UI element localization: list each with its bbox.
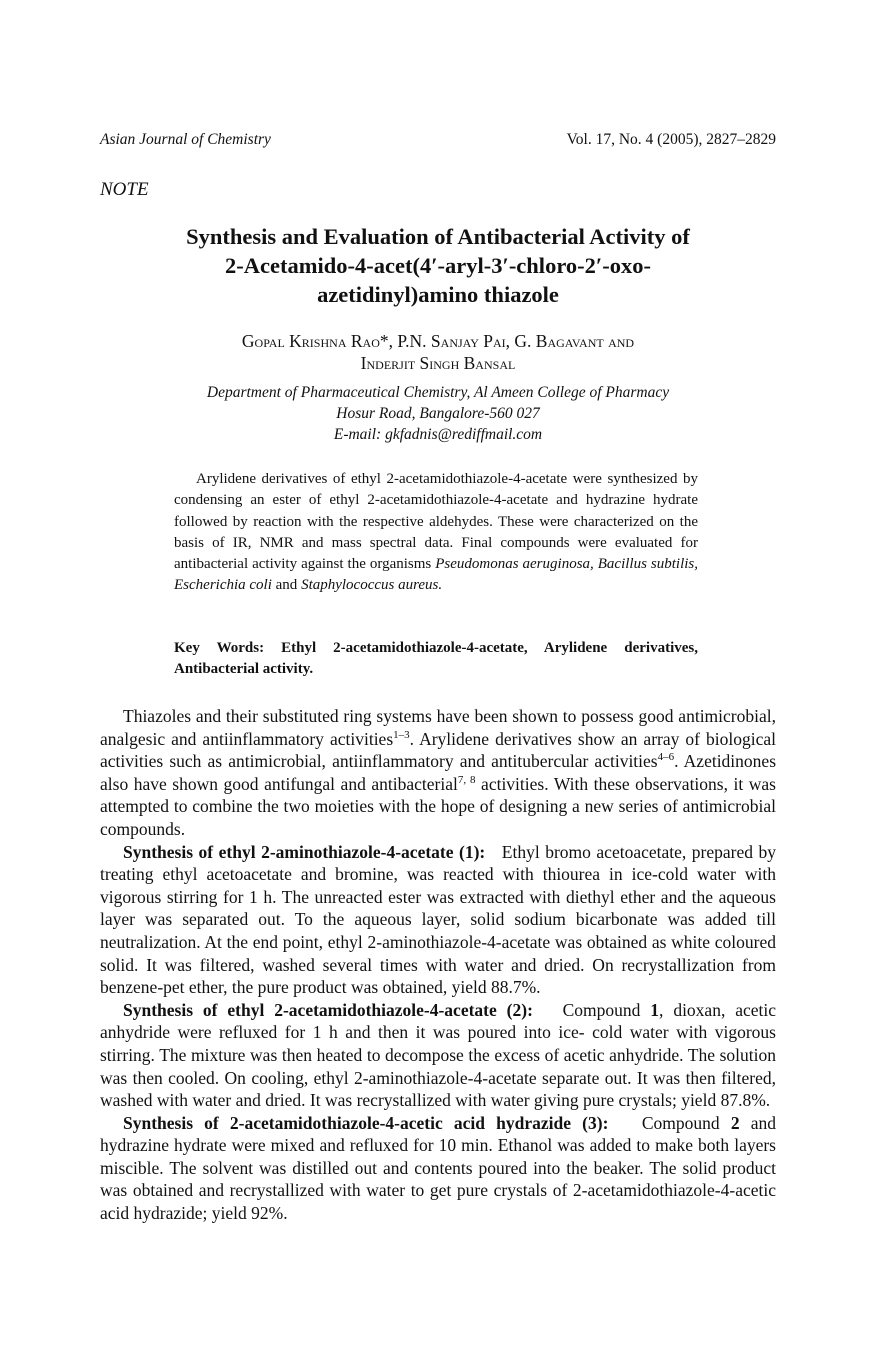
title-line: 2-Acetamido-4-acet(4′-aryl-3′-chloro-2′-oxo- bbox=[225, 253, 651, 278]
intro-paragraph bbox=[100, 705, 776, 841]
author-list bbox=[120, 330, 756, 374]
synthesis-3-text: Compound bbox=[641, 1112, 720, 1133]
synthesis-2-text: Compound bbox=[562, 999, 641, 1020]
synthesis-3-paragraph bbox=[100, 1112, 776, 1225]
synthesis-2-paragraph bbox=[100, 999, 776, 1112]
intro-text: . Azetidinones also have shown good antifungal and antibacterial bbox=[100, 751, 776, 794]
intro-text: activities. With these observations, it was attempted to combine the two moieties with the hope of designing a new series of antimicrobial compounds. bbox=[100, 773, 776, 839]
abstract-text: Arylidene derivatives of ethyl 2-acetamidothiazole-4-acetate were synthesized by condensing an ester of ethyl 2-acetamidothiazole-4-acetate and hydrazine hydrate followed by reaction with the respective aldehydes. These were characterized on the basis of IR, NMR and mass spectral data. Final compounds were evaluated for antibacterial activity against the organisms bbox=[174, 471, 698, 573]
synthesis-2-text: , dioxan, acetic anhydride were refluxed for 1 h and then it was poured into ice- cold water with vigorous stirring. The mixture was then heated to decompose the excess of acetic anhydride. The solution was then cooled. On cooling, ethyl 2-aminothiazole-4-acetate separate out. It was then filtered, washed with water and dried. It was recrystallized with water giving pure crystals; yield 87.8%. bbox=[100, 999, 777, 1111]
synthesis-1-heading: Synthesis of ethyl 2-aminothiazole-4-acetate (1): bbox=[123, 841, 486, 862]
synthesis-3-heading: Synthesis of 2-acetamidothiazole-4-acetic acid hydrazide (3): bbox=[123, 1112, 609, 1133]
title-line: Synthesis and Evaluation of Antibacterial Activity of bbox=[186, 224, 690, 249]
abstract-organisms: Pseudomonas aeruginosa, Bacillus subtilis, Escherichia coli bbox=[174, 556, 698, 594]
intro-text: . Arylidene derivatives show an array of biological activities such as antimicrobial, antiinflammatory and antitubercular activities bbox=[100, 728, 776, 772]
compound-number: 1 bbox=[650, 999, 660, 1020]
abstract bbox=[174, 469, 698, 597]
body-text bbox=[100, 705, 776, 1225]
synthesis-2-heading: Synthesis of ethyl 2-acetamidothiazole-4-acetate (2): bbox=[123, 999, 533, 1020]
reference-marker: 7, 8 bbox=[457, 773, 476, 786]
compound-number: 2 bbox=[730, 1112, 740, 1133]
intro-text: Thiazoles and their substituted ring systems have been shown to possess good antimicrobial, analgesic and antiinflammatory activities bbox=[100, 706, 776, 749]
abstract-organism-last: Staphylococcus aureus. bbox=[301, 577, 443, 594]
journal-name: Asian Journal of Chemistry bbox=[100, 131, 271, 148]
synthesis-1-paragraph bbox=[100, 841, 776, 999]
note-label: NOTE bbox=[100, 179, 149, 200]
key-words: Key Words: Ethyl 2-acetamidothiazole-4-acetate, Arylidene derivatives, Antibacterial activity. bbox=[174, 640, 698, 678]
affiliation bbox=[120, 382, 756, 445]
abstract-and: and bbox=[275, 577, 298, 594]
reference-marker: 4–6 bbox=[657, 751, 675, 764]
synthesis-3-text: and hydrazine hydrate were mixed and refluxed for 10 min. Ethanol was added to make both layers miscible. The solvent was distilled out and contents poured into the beaker. The solid product was obtained and recrystallized with water to get pure crystals of 2-acetamidothiazole-4-acetic acid hydrazide; yield 92%. bbox=[100, 1112, 776, 1224]
title-line: azetidinyl)amino thiazole bbox=[317, 282, 559, 307]
reference-marker: 1–3 bbox=[393, 728, 410, 741]
volume-info: Vol. 17, No. 4 (2005), 2827–2829 bbox=[566, 131, 776, 148]
synthesis-1-text: Ethyl bromo acetoacetate, prepared by treating ethyl acetoacetate and bromine, was reacted with thiourea in ice-cold water with vigorous stirring for 1 h. The unreacted ester was extracted with diethyl ether and the aqueous layer was separated out. To the aqueous layer, solid sodium bicarbonate was added till neutralization. At the end point, ethyl 2-aminothiazole-4-acetate was obtained as white coloured solid. It was filtered, washed several times with water and dried. On recrystallization from benzene-pet ether, the pure product was obtained, yield 88.7%. bbox=[100, 841, 776, 998]
author-line: Inderjit Singh Bansal bbox=[360, 353, 516, 373]
affiliation-address: Hosur Road, Bangalore-560 027 bbox=[336, 405, 540, 422]
author-line: Gopal Krishna Rao*, P.N. Sanjay Pai, G. Bagavant and bbox=[241, 331, 635, 351]
affiliation-department: Department of Pharmaceutical Chemistry, Al Ameen College of Pharmacy bbox=[206, 384, 670, 401]
article-title bbox=[120, 222, 756, 309]
affiliation-email: E-mail: gkfadnis@rediffmail.com bbox=[333, 426, 543, 443]
